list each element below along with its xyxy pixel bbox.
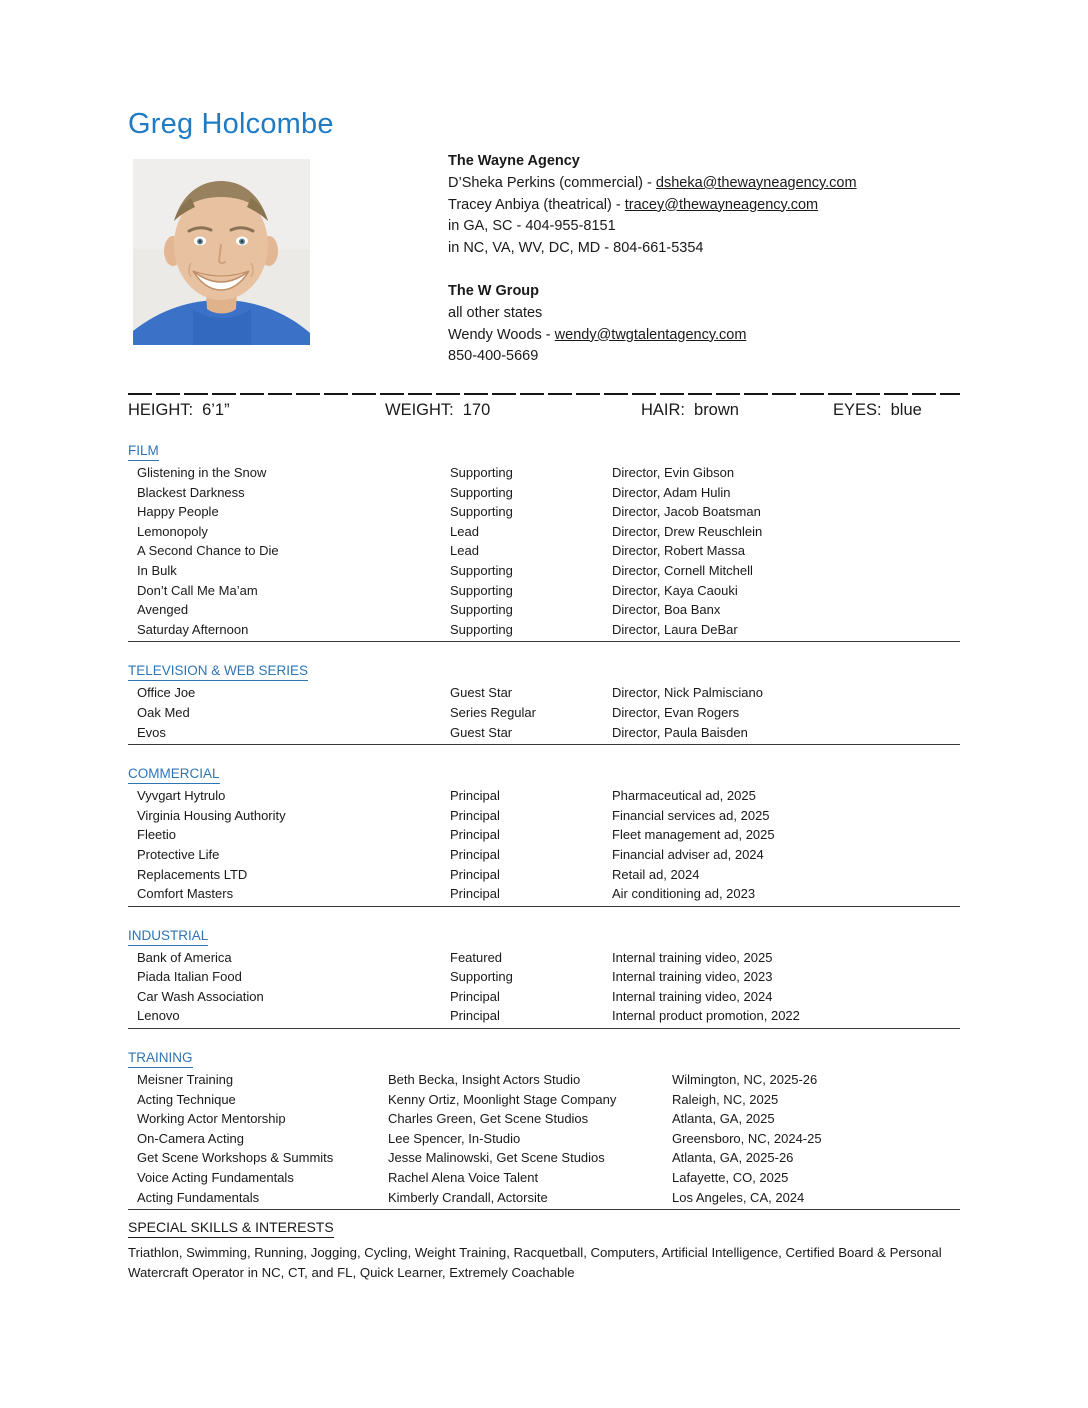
row-note: Financial services ad, 2025 — [612, 807, 770, 823]
row-note: Internal product promotion, 2022 — [612, 1008, 800, 1024]
row-role: Principal — [450, 788, 500, 804]
row-role: Supporting — [450, 484, 513, 500]
section — [128, 642, 960, 745]
row-role: Beth Becka, Insight Actors Studio — [388, 1072, 581, 1088]
row-role: Supporting — [450, 582, 513, 598]
agency1-phone-nc-va: in NC, VA, WV, DC, MD - 804-661-5354 — [448, 240, 704, 257]
agency1-contact-theatrical: Tracey Anbiya (theatrical) - tracey@thewayneagency.com — [448, 196, 819, 213]
row-title: Oak Med — [137, 704, 190, 720]
row-role: Series Regular — [450, 704, 536, 720]
section-rows — [128, 948, 960, 1026]
agency2-name: The W Group — [448, 282, 540, 299]
row-role: Principal — [450, 1008, 500, 1024]
agency1-block — [448, 151, 960, 260]
agency1-contact-commercial: D’Sheka Perkins (commercial) - dsheka@thewayneagency.com — [448, 174, 857, 191]
row-title: Get Scene Workshops & Summits — [137, 1150, 334, 1166]
row-role: Supporting — [450, 602, 513, 618]
stat-height: HEIGHT: 6’1” — [128, 401, 230, 419]
row-role: Principal — [450, 886, 500, 902]
row-title: A Second Chance to Die — [137, 543, 279, 559]
row-role: Principal — [450, 827, 500, 843]
row-note: Director, Adam Hulin — [612, 484, 731, 500]
row-note: Director, Cornell Mitchell — [612, 562, 753, 578]
row-role: Principal — [450, 846, 500, 862]
row-note: Wilmington, NC, 2025-26 — [672, 1072, 818, 1088]
credits-sections — [128, 442, 960, 1210]
section — [128, 907, 960, 1029]
row-title: Acting Technique — [137, 1091, 236, 1107]
row-note: Los Angeles, CA, 2024 — [672, 1189, 805, 1205]
row-note: Director, Paula Baisden — [612, 724, 748, 740]
agency2-contact: Wendy Woods - wendy@twgtalentagency.com — [448, 326, 747, 343]
stat-hair: HAIR: brown — [641, 401, 739, 419]
row-note: Fleet management ad, 2025 — [612, 827, 775, 843]
row-role: Principal — [450, 866, 500, 882]
row-note: Atlanta, GA, 2025-26 — [672, 1150, 794, 1166]
row-note: Pharmaceutical ad, 2025 — [612, 788, 756, 804]
row-note: Internal training video, 2024 — [612, 988, 773, 1004]
special-skills-text: Triathlon, Swimming, Running, Jogging, Cycling, Weight Training, Racquetball, Computers, Artificial Intelligence, Certified Board & Personal Watercraft Operator in NC, CT, and FL, Quick Learner, Extremely Coachable — [128, 1245, 942, 1280]
divider-line — [128, 393, 960, 395]
row-note: Air conditioning ad, 2023 — [612, 886, 756, 902]
section — [128, 745, 960, 907]
row-note: Director, Drew Reuschlein — [612, 523, 763, 539]
stat-eyes: EYES: blue — [833, 401, 922, 419]
page-title: Greg Holcombe — [128, 108, 334, 140]
row-role: Supporting — [450, 562, 513, 578]
row-title: Evos — [137, 724, 166, 740]
row-role: Supporting — [450, 969, 513, 985]
row-role: Kimberly Crandall, Actorsite — [388, 1189, 548, 1205]
section — [128, 442, 960, 642]
row-title: Avenged — [137, 602, 189, 618]
agency-contacts — [448, 151, 960, 368]
row-role: Rachel Alena Voice Talent — [388, 1170, 539, 1186]
row-title: Saturday Afternoon — [137, 621, 249, 637]
stat-weight: WEIGHT: 170 — [385, 401, 491, 419]
row-title: Protective Life — [137, 846, 220, 862]
row-note: Lafayette, CO, 2025 — [672, 1170, 789, 1186]
headshot-photo — [133, 159, 310, 345]
row-title: Acting Fundamentals — [137, 1189, 260, 1205]
stats-bar — [128, 401, 960, 423]
agency1-name: The Wayne Agency — [448, 153, 580, 169]
row-role: Lead — [450, 543, 479, 559]
row-role: Kenny Ortiz, Moonlight Stage Company — [388, 1091, 617, 1107]
section-heading: TRAINING — [128, 1049, 193, 1068]
row-role: Supporting — [450, 465, 513, 480]
agency1-phone-ga-sc: in GA, SC - 404-955-8151 — [448, 218, 616, 235]
section — [128, 1029, 960, 1210]
row-role: Guest Star — [450, 724, 513, 740]
row-note: Internal training video, 2023 — [612, 969, 773, 985]
section-heading: INDUSTRIAL — [128, 927, 208, 946]
section-heading: FILM — [128, 442, 159, 461]
row-title: Happy People — [137, 504, 219, 520]
row-title: Fleetio — [137, 827, 177, 843]
row-role: Featured — [450, 949, 503, 965]
agency2-block — [448, 281, 960, 368]
row-title: Meisner Training — [137, 1072, 234, 1088]
row-note: Atlanta, GA, 2025 — [672, 1111, 775, 1127]
row-title: Vyvgart Hytrulo — [137, 788, 226, 804]
row-title: Glistening in the Snow — [137, 465, 267, 480]
row-role: Jesse Malinowski, Get Scene Studios — [388, 1150, 605, 1166]
row-role: Supporting — [450, 621, 513, 637]
row-note: Financial adviser ad, 2024 — [612, 846, 764, 862]
row-title: Comfort Masters — [137, 886, 234, 902]
row-title: Voice Acting Fundamentals — [137, 1170, 294, 1186]
row-title: Car Wash Association — [137, 988, 264, 1004]
row-note: Director, Evan Rogers — [612, 704, 740, 720]
row-title: Working Actor Mentorship — [137, 1111, 286, 1127]
row-title: Office Joe — [137, 685, 196, 701]
row-role: Lead — [450, 523, 479, 539]
row-title: Lemonopoly — [137, 523, 208, 539]
row-note: Director, Robert Massa — [612, 543, 745, 559]
agency2-phone: 850-400-5669 — [448, 348, 539, 365]
row-title: Lenovo — [137, 1008, 180, 1024]
row-role: Lee Spencer, In-Studio — [388, 1130, 521, 1146]
row-note: Greensboro, NC, 2024-25 — [672, 1130, 822, 1146]
special-skills-section — [128, 1218, 968, 1283]
row-role: Principal — [450, 807, 500, 823]
row-title: Bank of America — [137, 949, 232, 965]
row-title: Don’t Call Me Ma’am — [137, 582, 258, 598]
row-note: Internal training video, 2025 — [612, 949, 773, 965]
row-note: Director, Kaya Caouki — [612, 582, 738, 598]
row-title: On-Camera Acting — [137, 1130, 244, 1146]
row-note: Director, Boa Banx — [612, 602, 721, 618]
special-skills-heading: SPECIAL SKILLS & INTERESTS — [128, 1218, 334, 1238]
row-role: Supporting — [450, 504, 513, 520]
row-note: Raleigh, NC, 2025 — [672, 1091, 779, 1107]
section-rows — [128, 463, 960, 639]
row-note: Director, Nick Palmisciano — [612, 685, 763, 701]
row-title: Replacements LTD — [137, 866, 248, 882]
row-role: Principal — [450, 988, 500, 1004]
section-rows — [128, 683, 960, 742]
row-role: Charles Green, Get Scene Studios — [388, 1111, 589, 1127]
row-title: Piada Italian Food — [137, 969, 242, 985]
section-rows — [128, 786, 960, 904]
section-heading: COMMERCIAL — [128, 765, 220, 784]
row-title: Virginia Housing Authority — [137, 807, 286, 823]
row-role: Guest Star — [450, 685, 513, 701]
row-note: Retail ad, 2024 — [612, 866, 700, 882]
agency1-theatrical-email-link[interactable]: tracey@thewayneagency.com — [624, 196, 819, 213]
agency2-coverage: all other states — [448, 304, 543, 321]
row-note: Director, Jacob Boatsman — [612, 504, 761, 520]
row-note: Director, Evin Gibson — [612, 465, 735, 480]
section-heading: TELEVISION & WEB SERIES — [128, 662, 308, 681]
agency2-email-link[interactable]: wendy@twgtalentagency.com — [554, 326, 747, 343]
row-title: In Bulk — [137, 562, 177, 578]
agency1-commercial-email-link[interactable]: dsheka@thewayneagency.com — [655, 174, 857, 191]
section-rule — [128, 1209, 960, 1210]
row-note: Director, Laura DeBar — [612, 621, 738, 637]
section-rows — [128, 1070, 960, 1207]
row-title: Blackest Darkness — [137, 484, 245, 500]
